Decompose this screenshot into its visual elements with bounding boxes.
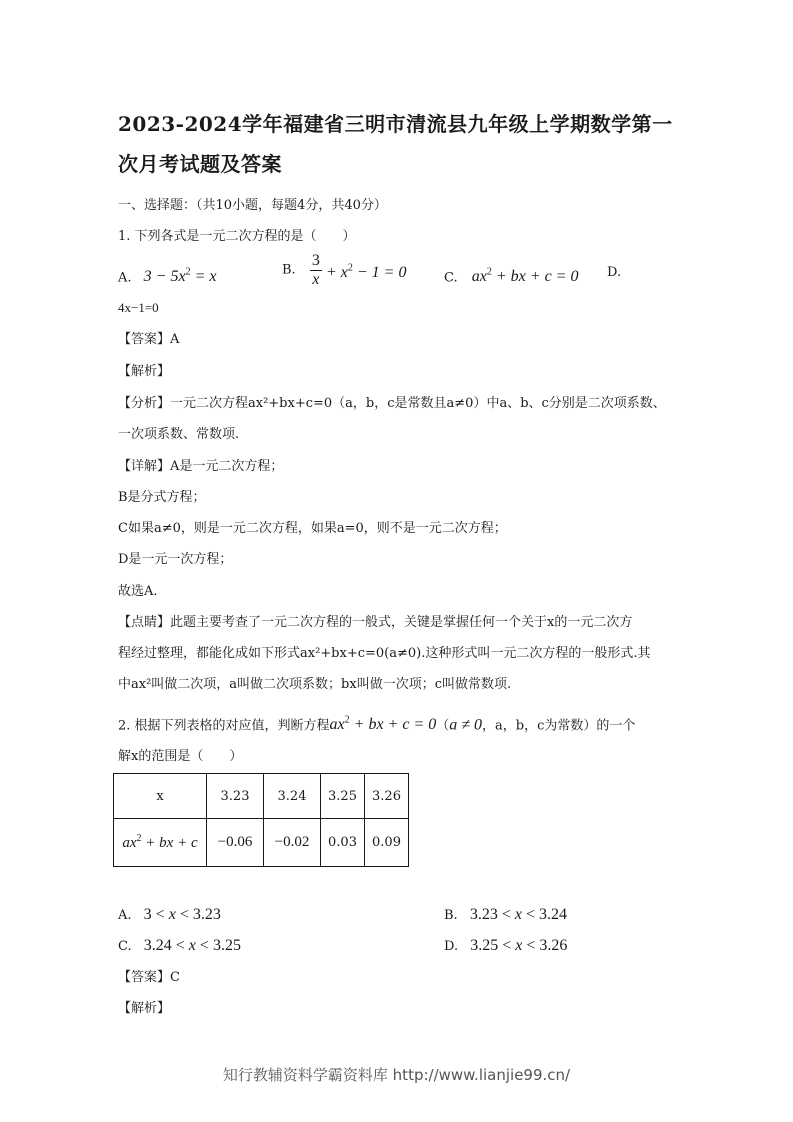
q2-option-d: D. 3.25 < x < 3.26: [444, 937, 568, 954]
table-cell: 3.26: [365, 774, 409, 819]
q2-answer: 【答案】C: [118, 970, 180, 985]
q1-fenxi-1: 【分析】一元二次方程ax²+bx+c=0（a，b，c是常数且a≠0）中a、b、c分别是二次项系数、: [118, 396, 666, 411]
doc-title-line2: 次月考试题及答案: [118, 152, 282, 176]
q1-dianjing-1: 【点睛】此题主要考查了一元二次方程的一般式，关键是掌握任何一个关于x的一元二次方: [118, 615, 633, 630]
table-cell: x: [114, 774, 207, 819]
doc-title-line1: 2023-2024学年福建省三明市清流县九年级上学期数学第一: [118, 112, 673, 136]
table-cell: 3.24: [264, 774, 321, 819]
q2-value-table: [113, 773, 409, 867]
q2-stem-2: 解x的范围是（ ）: [118, 749, 243, 764]
q1-option-b: B. $\frac{3}{x}$ + $x^2 - 1 = 0$: [282, 252, 407, 288]
q1-b-line: B是分式方程；: [118, 490, 206, 505]
table-row: [114, 774, 409, 819]
q1-guxuan: 故选A.: [118, 584, 158, 599]
q2-jiexi: 【解析】: [118, 1001, 171, 1016]
table-cell: 3.23: [207, 774, 264, 819]
table-cell: $ax^2$ + bx + c: [114, 819, 207, 867]
q2-stem: 2. 根据下列表格的对应值，判断方程$ax^2$ + bx + c = 0（a ≠ 0，a，b，c为常数）的一个: [118, 715, 636, 734]
table-cell: −0.06: [207, 819, 264, 867]
q1-jiexi: 【解析】: [118, 364, 171, 379]
q1-option-d-label: D.: [607, 265, 622, 280]
q1-option-b-expr: + $x^2 - 1 = 0$: [325, 262, 407, 281]
q2-option-b: B. 3.23 < x < 3.24: [444, 906, 567, 923]
table-cell: 3.25: [321, 774, 365, 819]
q1-dianjing-2: 程经过整理，都能化成如下形式ax²+bx+c=0(a≠0).这种形式叫一元二次方程的一般形式.其: [118, 646, 651, 661]
footer-watermark: 知行教辅资料学霸资料库 http://www.lianjie99.cn/: [222, 1066, 571, 1084]
q1-dianjing-3: 中ax²叫做二次项，a叫做二次项系数；bx叫做一次项；c叫做常数项.: [118, 677, 512, 692]
table-cell: 0.03: [321, 819, 365, 867]
section-heading: 一、选择题：（共10小题，每题4分，共40分）: [118, 198, 387, 213]
q1-option-c: C. $ax^2$ + bx + c = 0: [444, 267, 579, 286]
q1-option-a-expr: $3 - 5x^2 = x$: [143, 267, 217, 286]
q1-fenxi-2: 一次项系数、常数项.: [118, 427, 240, 442]
q1-option-a: A. $3 - 5x^2 = x$: [118, 267, 217, 286]
q2-option-c: C. 3.24 < x < 3.25: [118, 937, 241, 954]
q1-xiangjie: 【详解】A是一元二次方程；: [118, 459, 284, 474]
table-cell: −0.02: [264, 819, 321, 867]
q2-condition: a ≠ 0: [449, 716, 483, 734]
q2-option-a: A. 3 < x < 3.23: [118, 906, 221, 923]
q1-option-c-expr: $ax^2$ + bx + c = 0: [471, 267, 579, 286]
q1-answer: 【答案】A: [118, 332, 180, 347]
q1-stem: 1. 下列各式是一元二次方程的是（ ）: [118, 229, 356, 244]
q1-d-line: D是一元一次方程；: [118, 552, 233, 567]
q1-option-b-fraction: $\frac{3}{x}$: [311, 252, 320, 288]
q1-c-line: C如果a≠0，则是一元二次方程，如果a=0，则不是一元二次方程；: [118, 521, 507, 536]
table-row: [114, 819, 409, 867]
table-cell: 0.09: [365, 819, 409, 867]
q2-equation: $ax^2$ + bx + c = 0: [329, 715, 437, 734]
q1-option-d-expr: 4x−1=0: [118, 300, 159, 315]
